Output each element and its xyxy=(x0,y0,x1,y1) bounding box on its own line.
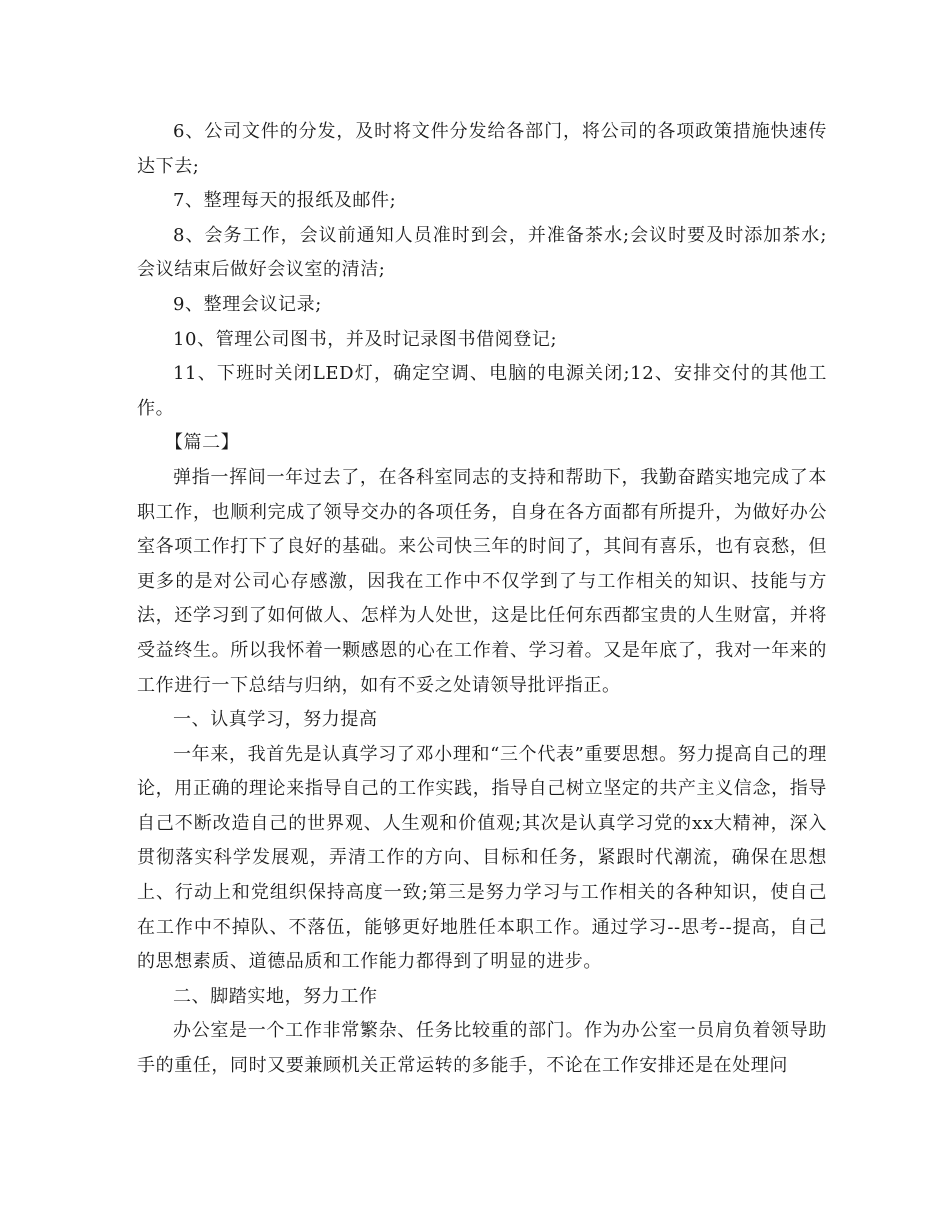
study-paragraph: 一年来，我首先是认真学习了邓小理和“三个代表”重要思想。努力提高自己的理论，用正确的理论来指导自己的工作实践，指导自己树立坚定的共产主义信念，指导自己不断改造自己的世界观、人生观和价值观;其次是认真学习党的xx大精神，深入贯彻落实科学发展观，弄清工作的方向、目标和任务，紧跟时代潮流，确保在思想上、行动上和党组织保持高度一致;第三是努力学习与工作相关的各种知识，使自己在工作中不掉队、不落伍，能够更好地胜任本职工作。通过学习--思考--提高，自己的思想素质、道德品质和工作能力都得到了明显的进步。 xyxy=(137,743,827,973)
section-heading-work: 二、脚踏实地，努力工作 xyxy=(173,985,378,1007)
work-paragraph: 办公室是一个工作非常繁杂、任务比较重的部门。作为办公室一员肩负着领导助手的重任，同时又要兼顾机关正常运转的多能手，不论在工作安排还是在处理问 xyxy=(137,1020,827,1077)
intro-paragraph: 弹指一挥间一年过去了，在各科室同志的支持和帮助下，我勤奋踏实地完成了本职工作，也顺利完成了领导交办的各项任务，自身在各方面都有所提升，为做好办公室各项工作打下了良好的基础。来公司快三年的时间了，其间有喜乐，也有哀愁，但更多的是对公司心存感激，因我在工作中不仅学到了与工作相关的知识、技能与方法，还学习到了如何做人、怎样为人处世，这是比任何东西都宝贵的人生财富，并将受益终生。所以我怀着一颗感恩的心在工作着、学习着。又是年底了，我对一年来的工作进行一下总结与归纳，如有不妥之处请领导批评指正。 xyxy=(137,466,827,696)
section-heading-study: 一、认真学习，努力提高 xyxy=(173,709,378,731)
paragraph-item-10: 10、管理公司图书，并及时记录图书借阅登记; xyxy=(173,328,558,350)
document-body xyxy=(137,115,827,1084)
paragraph-item-6: 6、公司文件的分发，及时将文件分发给各部门，将公司的各项政策措施快速传达下去; xyxy=(137,121,827,177)
paragraph-item-8: 8、会务工作，会议前通知人员准时到会，并准备茶水;会议时要及时添加茶水;会议结束后做好会议室的清洁; xyxy=(137,224,827,281)
paragraph-item-7: 7、整理每天的报纸及邮件; xyxy=(173,190,397,212)
paragraph-item-9: 9、整理会议记录; xyxy=(173,293,322,315)
section-title-part-two: 【篇二】 xyxy=(164,432,240,454)
paragraph-item-11: 11、下班时关闭LED灯，确定空调、电脑的电源关闭;12、安排交付的其他工作。 xyxy=(137,363,827,419)
